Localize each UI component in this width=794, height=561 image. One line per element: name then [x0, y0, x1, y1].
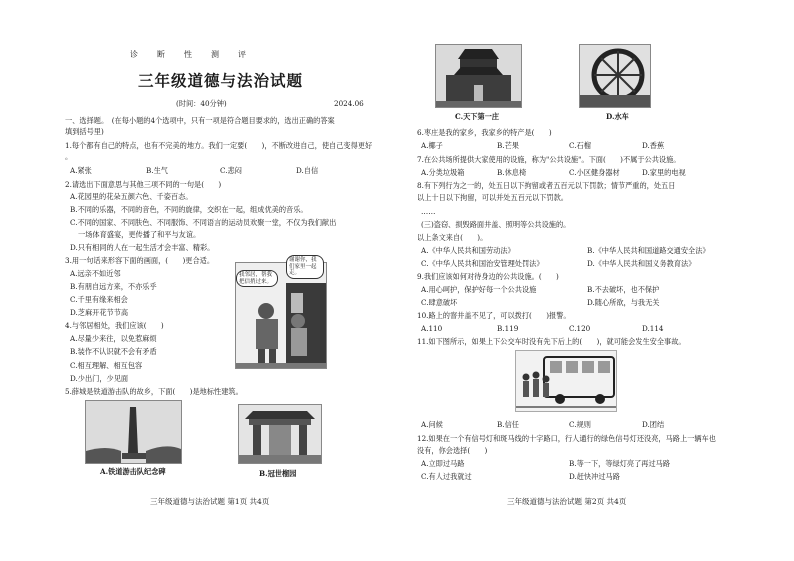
q3-option-c: C.千里有缘来相会: [70, 295, 128, 304]
q3-option-b: B.有朋自远方来，不亦乐乎: [70, 282, 157, 291]
q1-option-d: D.自信: [296, 166, 319, 175]
q6-stem: 6.枣庄是我的家乡，我家乡的特产是( ): [417, 128, 552, 137]
cartoon-speech-bubble-1: 我邻居，帮我把信捎过来。: [236, 270, 278, 287]
q11-option-b: B.信任: [497, 420, 519, 429]
q12-option-a: A.立即过马路: [421, 459, 465, 468]
q11-option-a: A.问候: [421, 420, 443, 429]
monument-photo: [85, 400, 182, 464]
q9-option-d: D.随心所欲，与我无关: [587, 298, 660, 307]
q5-option-d: D.水车: [606, 112, 629, 121]
q9-option-a: A.用心呵护，保护好每一个公共设施: [421, 285, 537, 294]
q11-stem: 11.如下图所示，如果上下公交车时没有先下后上的( )，就可能会发生安全事故。: [417, 337, 686, 346]
q12-option-c: C.有人过我就过: [421, 472, 472, 481]
q4-stem: 4.与邻居相处，我们应该( ): [65, 321, 164, 330]
q6-option-a: A.椰子: [421, 141, 443, 150]
q2-option-c: C.不同的国家、不同肤色、不同服饰、不同语言的运动员欢聚一堂，不仅为我们献出: [70, 218, 337, 227]
q3-option-d: D.芝麻开花节节高: [70, 308, 129, 317]
q8-option-a: A.《中华人民共和国劳动法》: [421, 246, 515, 255]
garden-gate-photo: [238, 404, 322, 464]
section1-heading-cont: 填到括号里): [65, 127, 104, 136]
q8-option-b: B.《中华人民共和国道路交通安全法》: [587, 246, 710, 255]
q8-option-d: D.《中华人民共和国义务教育法》: [587, 259, 696, 268]
q8-ellipsis: ……: [421, 207, 436, 216]
q8-option-c: C.《中华人民共和国治安管理处罚法》: [421, 259, 544, 268]
page-1-footer: 三年级道德与法治试题 第1页 共4页: [150, 497, 270, 506]
q2-option-d: D.只有相同的人在一起生活才会丰富、精彩。: [70, 243, 215, 252]
q11-option-d: D.团结: [642, 420, 665, 429]
q8-clause: (三)盗窃、损毁路面井盖、照明等公共设施的。: [421, 220, 571, 229]
q8-source: 以上条文来自( )。: [417, 233, 488, 242]
q4-option-c: C.相互理解、相互包容: [70, 361, 143, 370]
q4-option-a: A.尽量少来往，以免惹麻烦: [70, 334, 157, 343]
q6-option-b: B.芒果: [497, 141, 519, 150]
q1-option-a: A.紧张: [70, 166, 92, 175]
waterwheel-photo: [579, 44, 651, 108]
q10-stem: 10.路上的窨井盖不见了，可以拨打( )报警。: [417, 311, 571, 320]
q12-stem-cont: 没有，你会选择( ): [417, 446, 488, 455]
tower-gate-photo: [435, 44, 522, 108]
q8-stem: 8.有下列行为之一的，处五日以下拘留或者五百元以下罚款；情节严重的，处五日: [417, 181, 676, 190]
q4-option-d: D.少出门，少见面: [70, 374, 129, 383]
q7-option-b: B.休息椅: [497, 168, 527, 177]
q10-option-d: D.114: [642, 324, 664, 333]
q11-option-c: C.规则: [569, 420, 591, 429]
page-2-footer: 三年级道德与法治试题 第2页 共4页: [507, 497, 627, 506]
q9-stem: 9.我们应该如何对待身边的公共设施。( ): [417, 272, 559, 281]
q1-option-b: B.生气: [146, 166, 168, 175]
exam-date: 2024.06: [334, 99, 364, 108]
page-header: 诊 断 性 测 评: [130, 50, 247, 59]
q5-option-b: B.冠世榴园: [259, 469, 297, 478]
q2-option-c-cont: 一场体育盛宴，更传播了和平与友谊。: [78, 230, 201, 239]
q10-option-a: A.110: [421, 324, 443, 333]
exam-time: (时间：40分钟): [176, 99, 227, 108]
q12-option-b: B.等一下，等绿灯亮了再过马路: [569, 459, 671, 468]
q1-option-c: C.悲闷: [220, 166, 242, 175]
q4-option-b: B.装作不认识就不会有矛盾: [70, 347, 157, 356]
q9-option-b: B.不去破坏，也不保护: [587, 285, 660, 294]
q5-option-a: A.铁道游击队纪念碑: [100, 467, 166, 476]
q2-stem: 2.请选出下面意思与其他三项不同的一句是( ): [65, 180, 222, 189]
q3-stem: 3.用一句话来形容下面的画面，( )更合适。: [65, 256, 215, 265]
q3-option-a: A.远亲不如近邻: [70, 269, 121, 278]
q7-option-a: A.分类垃圾箱: [421, 168, 465, 177]
q6-option-d: D.香蕉: [642, 141, 665, 150]
q9-option-c: C.肆意破坏: [421, 298, 458, 307]
bus-boarding-illustration: [515, 350, 617, 412]
q7-option-d: D.家里的电视: [642, 168, 686, 177]
q12-option-d: D.赶快冲过马路: [569, 472, 620, 481]
q6-option-c: C.石榴: [569, 141, 591, 150]
cartoon-speech-bubble-2: 谢谢你，我们家里一起走。: [286, 255, 324, 279]
exam-title: 三年级道德与法治试题: [138, 71, 304, 90]
q1-stem: 1.每个都有自己的特点，也有不完美的地方。我们一定要( )，不断改进自己，使自己变得更好: [65, 141, 373, 150]
q10-option-c: C.120: [569, 324, 591, 333]
q2-option-a: A.花园里的花朵五颜六色、千姿百态。: [70, 192, 193, 201]
exam-page-2: [397, 0, 794, 561]
q7-option-c: C.小区健身器材: [569, 168, 620, 177]
q5-option-c: C.天下第一庄: [455, 112, 500, 121]
q2-option-b: B.不同的乐器，不同的音色，不同的旋律，交织在一起，组成优美的音乐。: [70, 205, 308, 214]
q7-stem: 7.在公共场所提供大家使用的设施，称为"公共设施"。下面( )不属于公共设施。: [417, 155, 681, 164]
q10-option-b: B.119: [497, 324, 519, 333]
q8-stem-cont: 以上十日以下拘留，可以并处五百元以下罚款。: [417, 193, 568, 202]
q1-stem-cont: 。: [65, 152, 73, 161]
section1-heading: 一、选择题。 (在每小题的4个选项中，只有一项是符合题目要求的，选出正确的答案: [65, 116, 335, 125]
q5-stem: 5.薛城是铁道游击队的故乡，下面( )是地标性建筑。: [65, 387, 243, 396]
q12-stem: 12.如果在一个有信号灯和斑马线的十字路口，行人通行的绿色信号灯还没亮，马路上一辆车也: [417, 434, 716, 443]
